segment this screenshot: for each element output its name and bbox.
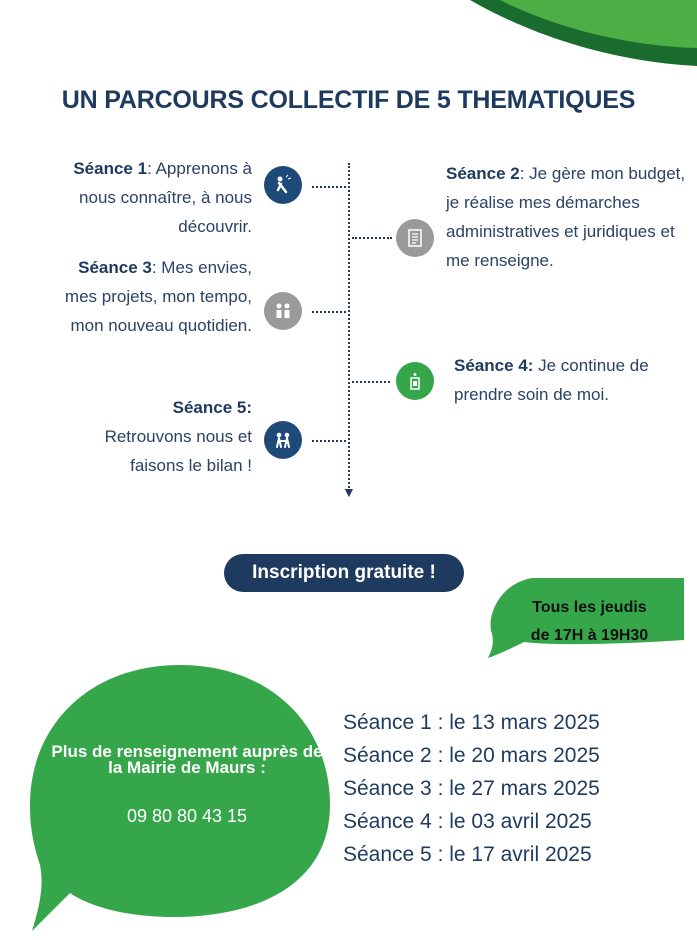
inscription-badge: Inscription gratuite ! xyxy=(224,554,464,592)
people-icon xyxy=(264,292,302,330)
person-icon xyxy=(264,166,302,204)
connector-1 xyxy=(312,186,346,188)
session-3-label: Séance 3 xyxy=(78,258,152,277)
connector-5 xyxy=(312,440,346,442)
group-icon xyxy=(264,421,302,459)
session-3-text: : Mes envies, mes projets, mon tempo, mon nouveau quotidien. xyxy=(64,258,252,335)
session-1 xyxy=(40,154,252,241)
page-title: UN PARCOURS COLLECTIF DE 5 THEMATIQUES xyxy=(61,86,636,114)
document-icon xyxy=(396,219,434,257)
date-item: Séance 2 : le 20 mars 2025 xyxy=(343,744,600,767)
connector-2 xyxy=(352,237,392,239)
top-wave-decoration xyxy=(0,0,697,80)
session-5 xyxy=(60,393,252,480)
session-3 xyxy=(60,253,252,340)
care-icon xyxy=(396,362,434,400)
schedule-text xyxy=(502,594,677,650)
schedule-line-2: de 17H à 19H30 xyxy=(530,627,649,644)
session-1-label: Séance 1 xyxy=(73,159,148,178)
contact-title: Plus de renseignement auprès de la Mairie de Maurs : xyxy=(51,742,323,777)
date-item: Séance 5 : le 17 avril 2025 xyxy=(343,843,592,866)
session-5-text: Retrouvons nous et faisons le bilan ! xyxy=(104,427,252,475)
date-item: Séance 3 : le 27 mars 2025 xyxy=(343,777,600,800)
timeline-line xyxy=(348,163,350,488)
contact-text xyxy=(42,744,332,827)
schedule-line-1: Tous les jeudis xyxy=(532,599,647,616)
session-4 xyxy=(454,351,654,409)
dates-list xyxy=(343,706,600,871)
session-2-text: : Je gère mon budget, je réalise mes démarches administratives et juridiques et me renseigne. xyxy=(446,164,686,270)
contact-phone: 09 80 80 43 15 xyxy=(126,806,248,826)
date-item: Séance 1 : le 13 mars 2025 xyxy=(343,711,600,734)
timeline-arrow-icon: ▼ xyxy=(342,484,356,500)
session-4-label: Séance 4: xyxy=(454,356,534,375)
date-item: Séance 4 : le 03 avril 2025 xyxy=(343,810,592,833)
session-2 xyxy=(446,159,692,275)
connector-4 xyxy=(352,381,390,383)
session-2-label: Séance 2 xyxy=(446,164,520,183)
session-5-label: Séance 5: xyxy=(172,398,252,417)
session-4-text: Je continue de prendre soin de moi. xyxy=(454,356,649,404)
session-1-text: : Apprenons à nous connaître, à nous découvrir. xyxy=(79,159,252,236)
connector-3 xyxy=(312,311,346,313)
